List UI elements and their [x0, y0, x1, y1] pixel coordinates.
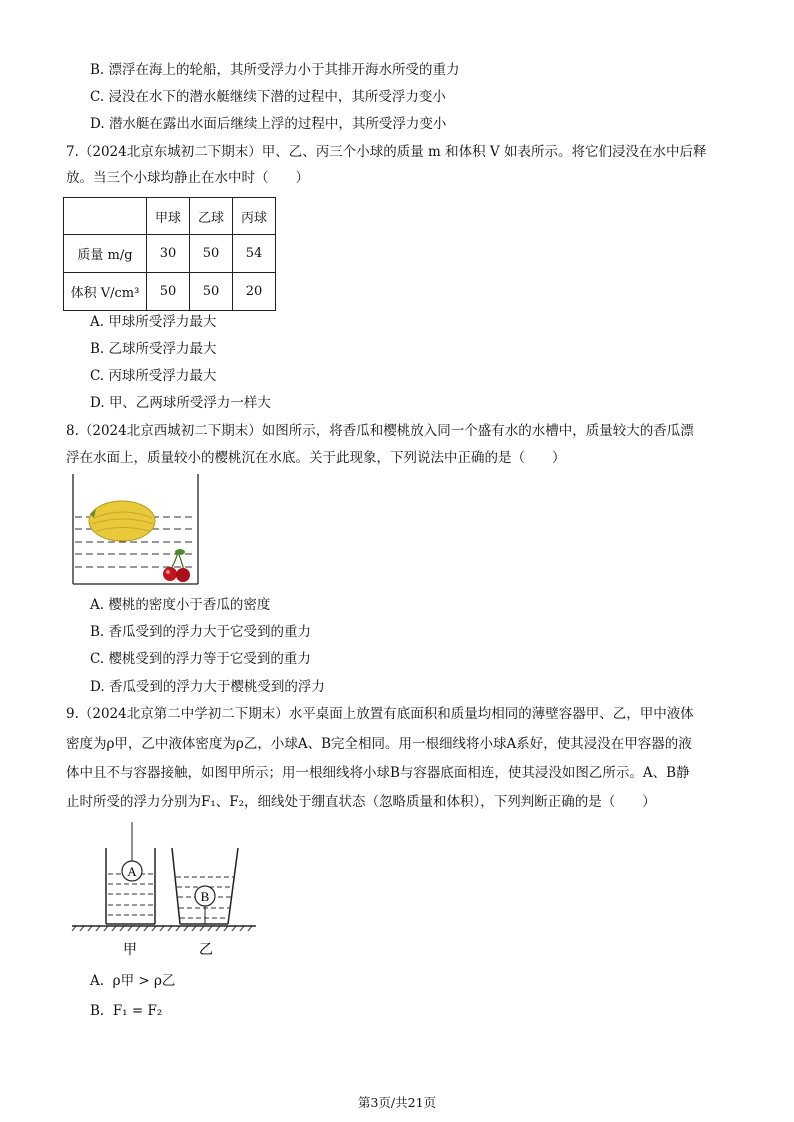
- table-header-bing: 丙球: [233, 198, 276, 235]
- ball-b-label: B: [200, 889, 210, 904]
- q9-option-b: B. F₁ = F₂: [90, 1003, 163, 1019]
- q7-option-d: D. 甲、乙两球所受浮力一样大: [90, 395, 271, 411]
- q7-option-b: B. 乙球所受浮力最大: [90, 341, 217, 357]
- table-header-jia: 甲球: [147, 198, 190, 235]
- q9-containers-figure: [70, 820, 260, 960]
- label-jia: 甲: [123, 942, 137, 958]
- q8-option-a: A. 樱桃的密度小于香瓜的密度: [90, 597, 271, 613]
- ball-a-label: A: [127, 864, 137, 879]
- table-cell: 50: [190, 273, 233, 311]
- q9-stem-line4: 止时所受的浮力分别为F₁、F₂，细线处于绷直状态（忽略质量和体积），下列判断正确的是（ ）: [66, 794, 656, 810]
- table-row-label-mass: 质量 m/g: [64, 235, 147, 273]
- q7-data-table: [63, 197, 276, 311]
- q9-stem-line3: 体中且不与容器接触，如图甲所示；用一根细线将小球B与容器底面相连，使其浸没如图乙所示。A、B静: [66, 765, 690, 781]
- q7-stem-line1: 7.（2024北京东城初二下期末）甲、乙、丙三个小球的质量 m 和体积 V 如表所示。将它们浸没在水中后释: [66, 144, 707, 160]
- q8-option-c: C. 樱桃受到的浮力等于它受到的重力: [90, 651, 311, 667]
- melon-icon: [89, 501, 155, 541]
- label-yi: 乙: [199, 942, 213, 958]
- q8-option-b: B. 香瓜受到的浮力大于它受到的重力: [90, 624, 312, 640]
- q8-option-d: D. 香瓜受到的浮力大于樱桃受到的浮力: [90, 679, 325, 695]
- q8-stem-line2: 浮在水面上，质量较小的樱桃沉在水底。关于此现象，下列说法中正确的是（ ）: [66, 450, 566, 466]
- q6-option-c: C. 浸没在水下的潜水艇继续下潜的过程中，其所受浮力变小: [90, 89, 446, 105]
- q9-stem-line2: 密度为ρ甲，乙中液体密度为ρ乙，小球A、B完全相同。用一根细线将小球A系好，使其浸没在甲容器的液: [66, 736, 692, 752]
- table-cell: 30: [147, 235, 190, 273]
- q6-option-d: D. 潜水艇在露出水面后继续上浮的过程中，其所受浮力变小: [90, 116, 447, 132]
- table-row-label-volume: 体积 V/cm³: [64, 273, 147, 311]
- q9-stem-line1: 9.（2024北京第二中学初二下期末）水平桌面上放置有底面积和质量均相同的薄壁容器甲、乙，甲中液体: [66, 706, 694, 722]
- table-cell: 50: [147, 273, 190, 311]
- table-header-yi: 乙球: [190, 198, 233, 235]
- q6-option-b: B. 漂浮在海上的轮船，其所受浮力小于其排开海水所受的重力: [90, 62, 460, 78]
- q7-option-a: A. 甲球所受浮力最大: [90, 314, 217, 330]
- page-footer: 第3页/共21页: [357, 1095, 437, 1110]
- q8-tank-figure: [70, 474, 202, 586]
- q8-stem-line1: 8.（2024北京西城初二下期末）如图所示，将香瓜和樱桃放入同一个盛有水的水槽中，质量较大的香瓜漂: [66, 423, 694, 439]
- q9-option-a: A. ρ甲 > ρ乙: [90, 973, 176, 989]
- table-header-empty: [64, 198, 147, 235]
- table-cell: 54: [233, 235, 276, 273]
- table-cell: 50: [190, 235, 233, 273]
- q7-stem-line2: 放。当三个小球均静止在水中时（ ）: [66, 170, 309, 186]
- q7-option-c: C. 丙球所受浮力最大: [90, 368, 217, 384]
- table-cell: 20: [233, 273, 276, 311]
- container-yi: [172, 848, 238, 924]
